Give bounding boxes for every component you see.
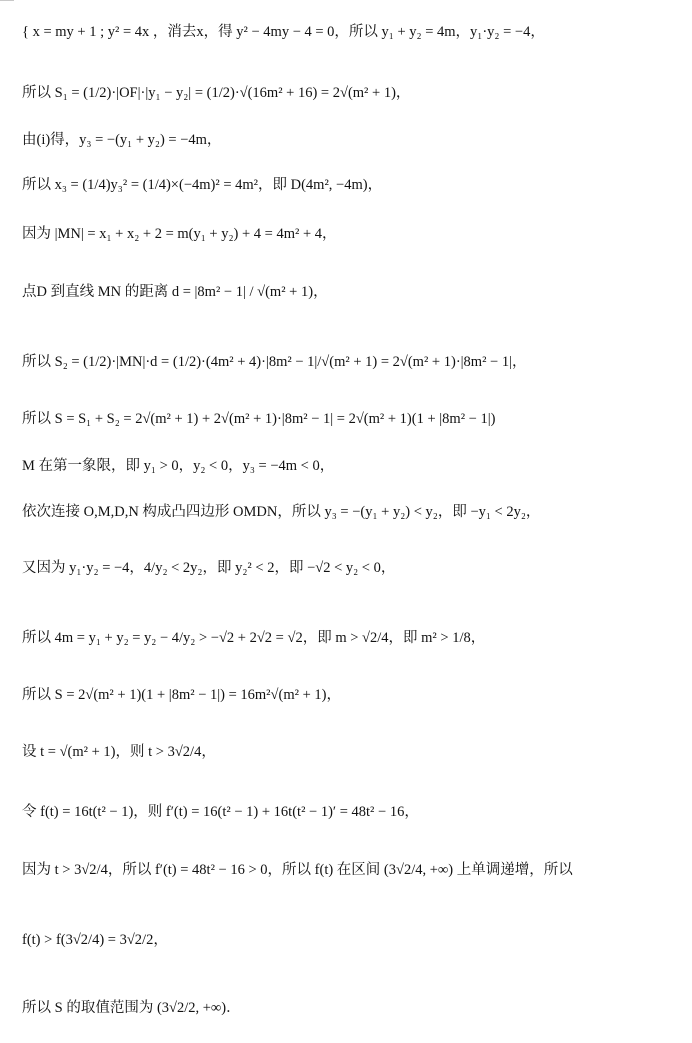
solution-line-4: 所以 x₃ = (1/4)y₃² = (1/4)×(−4m)² = 4m²，即 D(4m², −4m)， [22,177,383,193]
solution-line-2: 所以 S₁ = (1/2)·|OF|·|y₁ − y₂| = (1/2)·√(16m² + 16) = 2√(m² + 1)， [22,85,411,101]
solution-line-14: 设 t = √(m² + 1)，则 t > 3√2/4， [22,744,216,760]
solution-line-11: 又因为 y₁·y₂ = −4，4/y₂ < 2y₂，即 y₂² < 2，即 −√2 < y₂ < 0， [22,560,396,576]
solution-line-12: 所以 4m = y₁ + y₂ = y₂ − 4/y₂ > −√2 + 2√2 = √2，即 m > √2/4，即 m² > 1/8， [22,630,486,646]
solution-line-5: 因为 |MN| = x₁ + x₂ + 2 = m(y₁ + y₂) + 4 = 4m² + 4， [22,226,337,242]
solution-line-6: 点D 到直线 MN 的距离 d = |8m² − 1| / √(m² + 1)， [22,284,328,300]
solution-line-8: 所以 S = S₁ + S₂ = 2√(m² + 1) + 2√(m² + 1)·|8m² − 1| = 2√(m² + 1)(1 + |8m² − 1|) [22,411,496,427]
solution-line-10: 依次连接 O,M,D,N 构成凸四边形 OMDN，所以 y₃ = −(y₁ + y₂) < y₂，即 −y₁ < 2y₂， [22,504,541,520]
solution-line-3: 由(i)得，y₃ = −(y₁ + y₂) = −4m， [22,132,222,148]
solution-line-9: M 在第一象限，即 y₁ > 0，y₂ < 0，y₃ = −4m < 0， [22,458,335,474]
solution-line-17: f(t) > f(3√2/4) = 3√2/2， [22,932,168,948]
solution-line-18: 所以 S 的取值范围为 (3√2/2, +∞)． [22,1000,241,1016]
page-corner-mark [0,0,14,1]
solution-line-15: 令 f(t) = 16t(t² − 1)，则 f′(t) = 16(t² − 1) + 16t(t² − 1)′ = 48t² − 16， [22,804,419,820]
solution-line-13: 所以 S = 2√(m² + 1)(1 + |8m² − 1|) = 16m²√(m² + 1)， [22,687,341,703]
solution-line-7: 所以 S₂ = (1/2)·|MN|·d = (1/2)·(4m² + 4)·|8m² − 1|/√(m² + 1) = 2√(m² + 1)·|8m² − 1|， [22,354,527,370]
solution-line-16: 因为 t > 3√2/4，所以 f′(t) = 48t² − 16 > 0，所以 f(t) 在区间 (3√2/4, +∞) 上单调递增，所以 [22,862,573,878]
solution-line-1: { x = my + 1 ; y² = 4x ，消去x，得 y² − 4my − 4 = 0，所以 y₁ + y₂ = 4m，y₁·y₂ = −4， [22,24,545,40]
